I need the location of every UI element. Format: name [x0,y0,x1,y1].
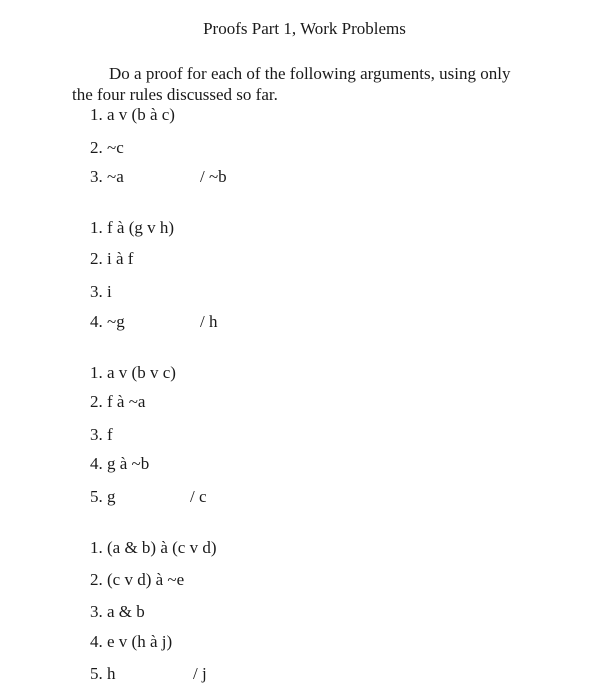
premise-line: 5. g [90,487,116,506]
instructions-line-1: Do a proof for each of the following arguments, using only [109,64,511,83]
premise-line: 1. a v (b v c) [90,363,176,382]
page-title: Proofs Part 1, Work Problems [203,19,406,38]
premise-line: 3. f [90,425,113,444]
conclusion: / h [200,312,218,331]
premise-line: 3. i [90,282,112,301]
conclusion: / c [190,487,207,506]
premise-line: 4. e v (h à j) [90,632,173,651]
premise-line: 1. f à (g v h) [90,218,175,237]
premise-line: 3. a & b [90,602,145,621]
premise-line: 4. g à ~b [90,454,150,473]
conclusion: / ~b [200,167,227,186]
premise-line: 2. ~c [90,138,124,157]
instructions-line-2: the four rules discussed so far. [72,85,278,104]
premise-line: 2. (c v d) à ~e [90,570,185,589]
conclusion: / j [193,664,207,683]
premise-line: 5. h [90,664,116,683]
premise-line: 1. (a & b) à (c v d) [90,538,217,557]
instructions [72,63,552,105]
premise-line: 2. i à f [90,249,134,268]
premise-line: 1. a v (b à c) [90,105,175,124]
premise-line: 3. ~a [90,167,124,186]
premise-line: 4. ~g [90,312,125,331]
premise-line: 2. f à ~a [90,392,146,411]
